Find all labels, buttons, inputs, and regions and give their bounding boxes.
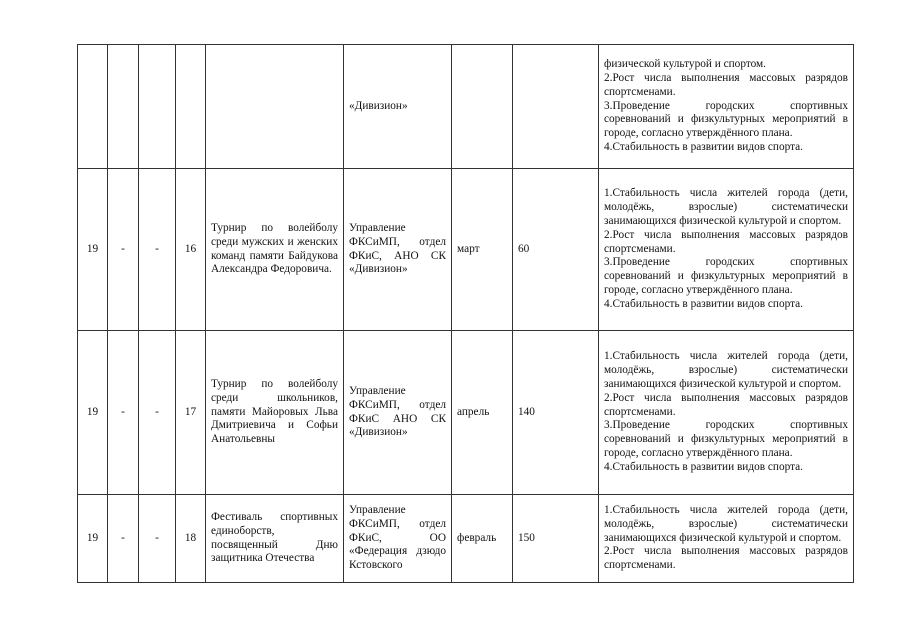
cell-event-name: Турнир по волейболу среди школьников, памяти Майоровых Льва Дмитриевича и Софьи Анатольевны: [206, 331, 344, 495]
cell-month: февраль: [452, 495, 513, 583]
cell-month: апрель: [452, 331, 513, 495]
cell-expected-results: [599, 331, 854, 495]
cell-participants: 150: [513, 495, 599, 583]
cell-participants: 60: [513, 169, 599, 331]
cell-expected-results: [599, 169, 854, 331]
result-line: 3.Проведение городских спортивных соревнований и физкультурных мероприятий в городе, согласно утверждённого плана.: [604, 99, 848, 140]
cell-participants: [513, 45, 599, 169]
cell-number: 16: [176, 169, 206, 331]
table-row: [78, 495, 854, 583]
cell-c1: 19: [78, 331, 108, 495]
result-line: 1.Стабильность числа жителей города (дети, молодёжь, взрослые) систематически занимающихся физической культурой и спортом.: [604, 349, 848, 390]
cell-organizer: Управление ФКСиМП, отдел ФКиС, ОО «Федерация дзюдо Кстовского: [344, 495, 452, 583]
table-row: [78, 169, 854, 331]
cell-number: 18: [176, 495, 206, 583]
result-line: 2.Рост числа выполнения массовых разрядов спортсменами.: [604, 545, 848, 572]
cell-c3: -: [139, 169, 176, 331]
cell-month: март: [452, 169, 513, 331]
cell-event-name: Фестиваль спортивных единоборств, посвященный Дню защитника Отечества: [206, 495, 344, 583]
result-line: 4.Стабильность в развитии видов спорта.: [604, 298, 804, 311]
table-row: [78, 331, 854, 495]
cell-event-name: [206, 45, 344, 169]
cell-organizer: Управление ФКСиМП, отдел ФКиС, АНО СК «Дивизион»: [344, 169, 452, 331]
result-line: 2.Рост числа выполнения массовых разрядов спортсменами.: [604, 391, 848, 418]
cell-organizer: «Дивизион»: [344, 45, 452, 169]
result-line: 2.Рост числа выполнения массовых разрядов спортсменами.: [604, 71, 848, 98]
cell-number: 17: [176, 331, 206, 495]
cell-c2: -: [108, 495, 139, 583]
cell-number: [176, 45, 206, 169]
cell-expected-results: [599, 45, 854, 169]
cell-c3: -: [139, 331, 176, 495]
result-line: 4.Стабильность в развитии видов спорта.: [604, 141, 804, 154]
events-table: [77, 44, 854, 583]
result-line: 4.Стабильность в развитии видов спорта.: [604, 461, 804, 474]
cell-c1: 19: [78, 495, 108, 583]
cell-c1: 19: [78, 169, 108, 331]
result-line: 3.Проведение городских спортивных соревнований и физкультурных мероприятий в городе, согласно утверждённого плана.: [604, 419, 848, 460]
cell-organizer: Управление ФКСиМП, отдел ФКиС АНО СК «Дивизион»: [344, 331, 452, 495]
result-line: 3.Проведение городских спортивных соревнований и физкультурных мероприятий в городе, согласно утверждённого плана.: [604, 256, 848, 297]
cell-event-name: Турнир по волейболу среди мужских и женских команд памяти Байдукова Александра Федоровича.: [206, 169, 344, 331]
cell-c2: [108, 45, 139, 169]
result-line: физической культурой и спортом.: [604, 57, 767, 70]
cell-c2: -: [108, 169, 139, 331]
cell-c3: -: [139, 495, 176, 583]
result-line: 2.Рост числа выполнения массовых разрядов спортсменами.: [604, 228, 848, 255]
cell-c1: [78, 45, 108, 169]
result-line: 1.Стабильность числа жителей города (дети, молодёжь, взрослые) систематически занимающихся физической культурой и спортом.: [604, 186, 848, 227]
cell-c2: -: [108, 331, 139, 495]
table-row: [78, 45, 854, 169]
cell-c3: [139, 45, 176, 169]
cell-expected-results: [599, 495, 854, 583]
cell-participants: 140: [513, 331, 599, 495]
result-line: 1.Стабильность числа жителей города (дети, молодёжь, взрослые) систематически занимающихся физической культурой и спортом.: [604, 503, 848, 544]
cell-month: [452, 45, 513, 169]
